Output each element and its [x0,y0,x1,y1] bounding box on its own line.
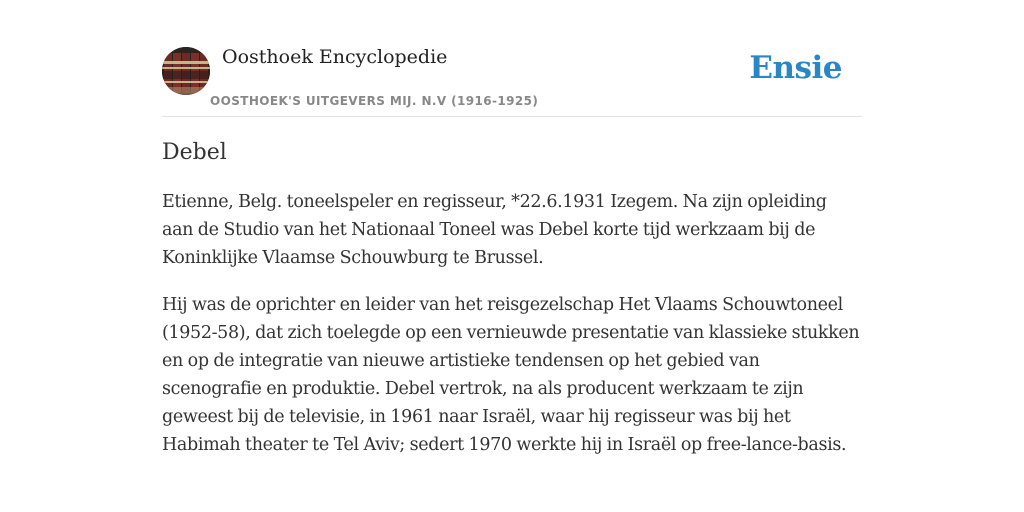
entry-title: Debel [162,140,227,165]
source-subtitle: OOSTHOEK'S UITGEVERS MIJ. N.V (1916-1925) [210,94,539,108]
brand-logo[interactable]: Ensie [749,50,842,86]
source-avatar[interactable] [162,47,210,95]
source-title[interactable]: Oosthoek Encyclopedie [222,46,448,68]
entry-paragraph: Hij was de oprichter en leider van het reisgezelschap Het Vlaams Schouwtoneel (1952-58), dat zich toelegde op een vernieuwde presentatie van klassieke stukken en op de integratie van nieuwe artistieke tendensen op het gebied van scenografie en produktie. Debel vertrok, na als producent werkzaam te zijn geweest bij de televisie, in 1961 naar Israël, waar hij regisseur was bij het Habimah theater te Tel Aviv; sedert 1970 werkte hij in Israël op free-lance-basis. [162,295,860,455]
encyclopedia-books-icon [162,47,210,95]
entry-paragraph: Etienne, Belg. toneelspeler en regisseur, *22.6.1931 Izegem. Na zijn opleiding aan de Studio van het Nationaal Toneel was Debel korte tijd werkzaam bij de Koninklijke Vlaamse Schouwburg te Brussel. [162,192,827,268]
source-header [162,46,862,117]
entry-content [162,140,862,478]
